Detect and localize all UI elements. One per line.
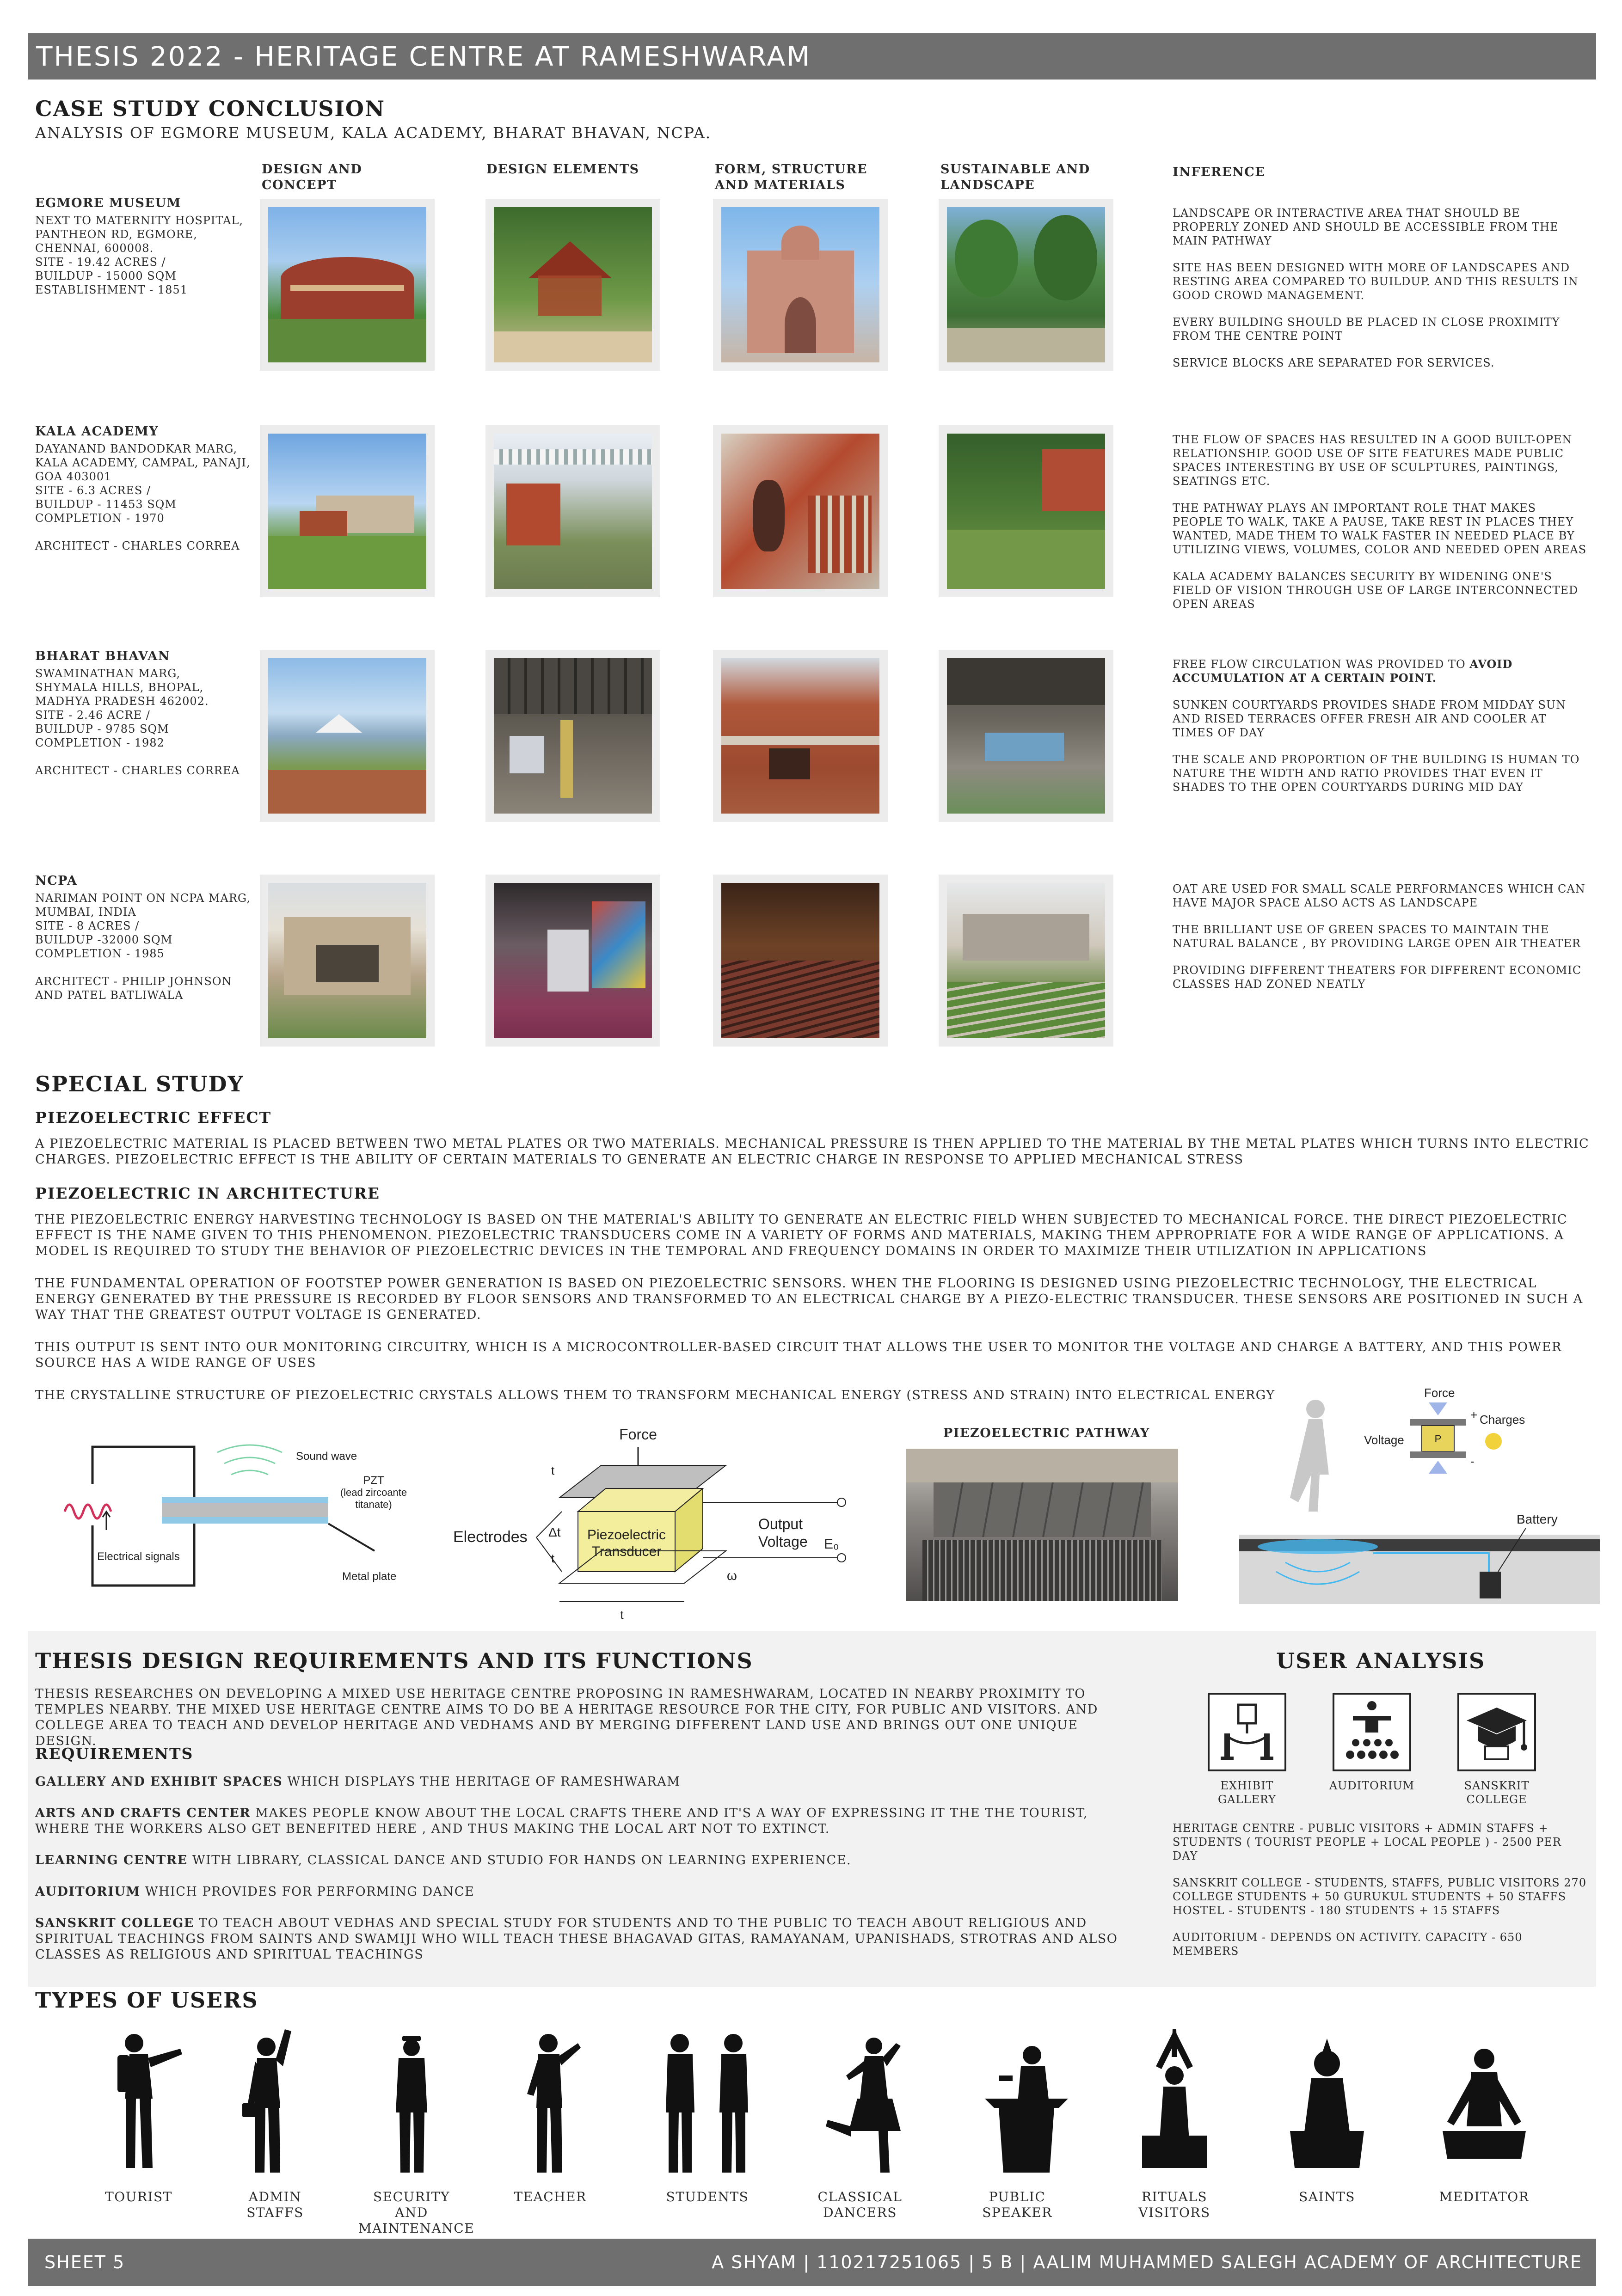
types-of-users-title: TYPES OF USERS	[35, 1988, 258, 2013]
photo-egmore-landscape	[939, 199, 1113, 371]
icon-label-sanskrit: SANSKRIT COLLEGE	[1464, 1779, 1530, 1806]
photo-kala-elements	[485, 425, 660, 597]
bottom-banner	[28, 2239, 1596, 2286]
admin-staff-icon	[231, 2025, 305, 2177]
photo-egmore-concept	[260, 199, 435, 371]
inference-ncpa	[1173, 882, 1589, 1004]
piezo-arch-para: THIS OUTPUT IS SENT INTO OUR MONITORING CIRCUITRY, WHICH IS A MICROCONTROLLER-BASED CIRCUIT THAT ALLOWS THE USER TO MONITOR THE VOLTAGE AND CHARGE A BATTERY, AND THIS POWER SOURCE HAS A WIDE RANGE OF USES	[35, 1340, 1562, 1370]
requirements-title: THESIS DESIGN REQUIREMENTS AND ITS FUNCTIONS	[35, 1648, 753, 1673]
teacher-icon	[513, 2025, 587, 2177]
label-t: t	[551, 1463, 555, 1477]
site-info-ncpa: NARIMAN POINT ON NCPA MARG, MUMBAI, INDIA SITE - 8 ACRES / BUILDUP -32000 SQM COMPLETION - 1985 ARCHITECT - PHILIP JOHNSON AND PATEL BATLIWALA	[35, 892, 251, 1002]
label-voltage: Voltage	[1364, 1433, 1404, 1447]
pathway-title: PIEZOELECTRIC PATHWAY	[943, 1426, 1150, 1440]
sheet-number: SHEET 5	[44, 2252, 125, 2272]
photo-bharat-form	[713, 650, 888, 822]
photo-kala-concept	[260, 425, 435, 597]
inference-text: EVERY BUILDING SHOULD BE PLACED IN CLOSE PROXIMITY FROM THE CENTRE POINT	[1173, 316, 1560, 343]
inference-text-first	[1173, 657, 1589, 685]
user-label-ritual: RITUALS VISITORS	[1138, 2189, 1210, 2220]
inference-text: OAT ARE USED FOR SMALL SCALE PERFORMANCES WHICH CAN HAVE MAJOR SPACE ALSO ACTS AS LANDSCAPE	[1173, 882, 1585, 909]
piezo-transducer-diagram	[444, 1419, 888, 1623]
photo-ncpa-form	[713, 875, 888, 1047]
user-label-students: STUDENTS	[666, 2189, 749, 2204]
label-pzt-material: titanate)	[355, 1499, 392, 1510]
photo-ncpa-elements	[485, 875, 660, 1047]
requirement-item	[35, 1884, 1136, 1900]
requirement-item	[35, 1806, 1136, 1837]
author-info: A SHYAM | 110217251065 | 5 B | AALIM MUHAMMED SALEGH ACADEMY OF ARCHITECTURE	[712, 2252, 1582, 2272]
photo-bharat-concept	[260, 650, 435, 822]
label-force: Force	[619, 1426, 657, 1443]
user-label-tourist: TOURIST	[105, 2189, 172, 2204]
col-head-sustainable: SUSTAINABLE AND LANDSCAPE	[940, 162, 1090, 192]
label-pzt: PZT	[363, 1474, 384, 1487]
photo-bharat-landscape	[939, 650, 1113, 822]
sound-wave-icon	[217, 1445, 282, 1452]
label-transducer: Piezoelectric	[587, 1527, 666, 1543]
requirement-name: SANSKRIT COLLEGE	[35, 1916, 194, 1930]
inference-text: LANDSCAPE OR INTERACTIVE AREA THAT SHOULD BE PROPERLY ZONED AND SHOULD BE ACCESSIBLE FROM THE MAIN PATHWAY	[1173, 207, 1559, 247]
piezo-effect-text: A PIEZOELECTRIC MATERIAL IS PLACED BETWEEN TWO METAL PLATES OR TWO MATERIALS. MECHANICAL PRESSURE IS THEN APPLIED TO THE MATERIAL BY THE METAL PLATES WHICH TURNS INTO ELECTRIC CHARGES. PIEZOELECTRIC EFFECT IS THE ABILITY OF CERTAIN MATERIALS TO GENERATE AN ELECTRIC CHARGE IN RESPONSE TO APPLIED MECHANICAL STRESS	[35, 1137, 1590, 1167]
requirement-desc: TO TEACH ABOUT VEDHAS AND SPECIAL STUDY FOR STUDENTS AND TO THE PUBLIC TO TEACH ABOUT RELIGIOUS AND SPIRITUAL TEACHINGS FROM SAINTS AND SWAMIJI WHO WILL TEACH THESE BHAGAVAD GITAS, RAMAYANAM, UPANISHADS, STROTRAS AND ALSO CLASSES AS RELIGIOUS AND SPIRITUAL TEACHINGS	[35, 1916, 1118, 1962]
user-label-saints: SAINTS	[1299, 2189, 1355, 2204]
case-study-subtitle: ANALYSIS OF EGMORE MUSEUM, KALA ACADEMY, BHARAT BHAVAN, NCPA.	[35, 124, 712, 142]
footstep-power-diagram	[1239, 1387, 1600, 1613]
inference-text: THE FLOW OF SPACES HAS RESULTED IN A GOOD BUILT-OPEN RELATIONSHIP. GOOD USE OF SITE FEATURES MADE PUBLIC SPACES INTERESTING BY USE OF SCULPTURES, PAINTINGS, SEATINGS ETC.	[1173, 433, 1573, 488]
metal-plate-top	[162, 1497, 328, 1503]
icon-label-auditorium: AUDITORIUM	[1329, 1779, 1415, 1792]
photo-bharat-elements	[485, 650, 660, 822]
pzt-layer	[162, 1503, 328, 1517]
label-transducer: Transducer	[591, 1544, 662, 1559]
photo-kala-form	[713, 425, 888, 597]
ritual-visitor-icon	[1137, 2025, 1211, 2177]
inference-text: SITE HAS BEEN DESIGNED WITH MORE OF LANDSCAPES AND RESTING AREA COMPARED TO BUILDUP. AND THIS RESULTS IN GOOD CROWD MANAGEMENT.	[1173, 261, 1579, 302]
label-output: Output	[758, 1516, 803, 1532]
col-head-inference: INFERENCE	[1173, 165, 1266, 179]
label-delta-t: Δt	[548, 1525, 561, 1539]
sound-wave-icon	[224, 1457, 275, 1463]
user-label-speaker: PUBLIC SPEAKER	[982, 2189, 1052, 2220]
user-label-dancers: CLASSICAL DANCERS	[817, 2189, 903, 2220]
inference-egmore	[1173, 206, 1589, 383]
inference-kala	[1173, 433, 1589, 624]
label-omega: ω	[727, 1568, 737, 1583]
label-plus: +	[1470, 1408, 1478, 1422]
label-electrical-signals: Electrical signals	[97, 1550, 180, 1563]
pathway-photo	[906, 1449, 1178, 1601]
force-arrow-icon	[1429, 1461, 1447, 1474]
col-head-design-elements: DESIGN ELEMENTS	[486, 162, 639, 177]
security-icon	[379, 2029, 444, 2177]
battery-icon	[1480, 1572, 1501, 1598]
user-label-security: SECURITY AND MAINTENANCE	[358, 2189, 475, 2236]
label-metal-plate: Metal plate	[342, 1570, 397, 1583]
case-study-title: CASE STUDY CONCLUSION	[35, 96, 386, 121]
user-label-meditator: MEDITATOR	[1439, 2189, 1530, 2204]
requirement-desc: WITH LIBRARY, CLASSICAL DANCE AND STUDIO FOR HANDS ON LEARNING EXPERIENCE.	[187, 1853, 852, 1867]
site-name-bharat: BHARAT BHAVAN	[35, 649, 170, 663]
site-info-bharat: SWAMINATHAN MARG, SHYMALA HILLS, BHOPAL, MADHYA PRADESH 462002. SITE - 2.46 ACRE / BUILDUP - 9785 SQM COMPLETION - 1982 ARCHITECT - CHARLES CORREA	[35, 667, 240, 777]
tourist-icon	[97, 2029, 190, 2177]
piezo-arch-para: THE CRYSTALLINE STRUCTURE OF PIEZOELECTRIC CRYSTALS ALLOWS THEM TO TRANSFORM MECHANICAL ENERGY (STRESS AND STRAIN) INTO ELECTRICAL ENERGY	[35, 1388, 1275, 1402]
inference-text: THE BRILLIANT USE OF GREEN SPACES TO MAINTAIN THE NATURAL BALANCE , BY PROVIDING LARGE OPEN AIR THEATER	[1173, 923, 1581, 950]
public-speaker-icon	[980, 2039, 1073, 2177]
site-info-egmore: NEXT TO MATERNITY HOSPITAL, PANTHEON RD, EGMORE, CHENNAI, 600008. SITE - 19.42 ACRES / BUILDUP - 15000 SQM ESTABLISHMENT - 1851	[35, 214, 243, 296]
sound-wave-icon	[231, 1470, 268, 1475]
inference-text: THE SCALE AND PROPORTION OF THE BUILDING IS HUMAN TO NATURE THE WIDTH AND RATIO PROVIDES THAT EVEN IT SHADES TO THE OPEN COURTYARDS DURING MID DAY	[1173, 753, 1580, 794]
requirements-subtitle: REQUIREMENTS	[35, 1745, 194, 1763]
terminal-icon	[837, 1498, 846, 1506]
site-info-kala: DAYANAND BANDODKAR MARG, KALA ACADEMY, CAMPAL, PANAJI, GOA 403001 SITE - 6.3 ACRES / BUILDUP - 11453 SQM COMPLETION - 1970 ARCHITECT - CHARLES CORREA	[35, 442, 251, 552]
terminal-icon	[837, 1554, 846, 1562]
tiles	[934, 1482, 1151, 1537]
students-icon	[647, 2025, 768, 2177]
piezo-sensor-diagram	[51, 1433, 421, 1609]
label-minus: -	[1470, 1454, 1475, 1468]
label-e0: E₀	[824, 1537, 839, 1552]
user-note: SANSKRIT COLLEGE - STUDENTS, STAFFS, PUBLIC VISITORS 270 COLLEGE STUDENTS + 50 GURUKUL STUDENTS + 50 STAFFS HOSTEL - STUDENTS - 180 STUDENTS + 15 STAFFS	[1173, 1876, 1587, 1917]
thesis-title: THESIS 2022 - HERITAGE CENTRE AT RAMESHWARAM	[36, 41, 811, 72]
piezo-arch-para: THE PIEZOELECTRIC ENERGY HARVESTING TECHNOLOGY IS BASED ON THE MATERIAL'S ABILITY TO GENERATE AN ELECTRIC FIELD WHEN SUBJECTED TO MECHANICAL FORCE. THE DIRECT PIEZOELECTRIC EFFECT IS THE NAME GIVEN TO THIS PHENOMENON. PIEZOELECTRIC TRANSDUCERS COME IN A VARIETY OF FORMS AND MATERIALS, MAKING THEM APPROPRIATE FOR A WIDE RANGE OF APPLICATIONS. A MODEL IS REQUIRED TO STUDY THE BEHAVIOR OF PIEZOELECTRIC DEVICES IN THE TEMPORAL AND FREQUENCY DOMAINS IN ORDER TO MAXIMIZE THEIR UTILIZATION IN APPLICATIONS	[35, 1212, 1567, 1258]
requirement-desc: WHICH DISPLAYS THE HERITAGE OF RAMESHWARAM	[283, 1775, 681, 1789]
inference-text: THE PATHWAY PLAYS AN IMPORTANT ROLE THAT MAKES PEOPLE TO WALK, TAKE A PAUSE, TAKE REST IN PLACES THEY WANTED, MADE THEM TO WALK FASTER IN NEEDED PLACE BY UTILIZING VIEWS, VOLUMES, COLOR AND NEEDED OPEN AREAS	[1173, 502, 1587, 556]
photo-kala-landscape	[939, 425, 1113, 597]
requirement-name: ARTS AND CRAFTS CENTER	[35, 1806, 251, 1820]
label-voltage: Voltage	[758, 1533, 808, 1550]
force-arrow-icon	[1429, 1402, 1447, 1415]
label-pzt-material: (lead zircoante	[340, 1487, 407, 1498]
piezo-effect-title: PIEZOELECTRIC EFFECT	[35, 1108, 272, 1127]
label-t: t	[551, 1551, 555, 1565]
requirement-desc: MAKES PEOPLE KNOW ABOUT THE LOCAL CRAFTS THERE AND IT'S A WAY OF EXPRESSING IT THE THE TOURIST, WHERE THE WORKERS ALSO GET BENEFITED HERE , AND THUS MAKING THE LOCAL ART NOT TO EXTINCT.	[35, 1806, 1088, 1836]
requirement-name: AUDITORIUM	[35, 1885, 141, 1899]
grid-tray	[922, 1540, 1161, 1601]
leader-line	[328, 1524, 375, 1551]
requirement-name: LEARNING CENTRE	[35, 1853, 188, 1867]
requirements-intro: THESIS RESEARCHES ON DEVELOPING A MIXED USE HERITAGE CENTRE PROPOSING IN RAMESHWARAM, LOCATED IN NEARBY PROXIMITY TO TEMPLES NEARBY. THE MIXED USE HERITAGE CENTRE AIMS TO DO BE A HERITAGE RESOURCE FOR THE CITY, FOR PUBLIC AND VISITORS. AND COLLEGE AREA TO TEACH AND DEVELOP HERITAGE AND VEDHAMS AND BY MERGING DIFFERENT LAND USE AND BRINGS OUT ONE UNIQUE DESIGN.	[35, 1687, 1098, 1748]
label-force: Force	[1424, 1387, 1455, 1400]
photo-backdrop	[906, 1449, 1178, 1482]
requirement-item	[35, 1853, 1136, 1868]
site-name-kala: KALA ACADEMY	[35, 424, 159, 439]
user-label-teacher: TEACHER	[514, 2189, 587, 2204]
plate-bottom	[1410, 1451, 1466, 1458]
photo-egmore-form	[713, 199, 888, 371]
label-sound-wave: Sound wave	[296, 1450, 357, 1463]
user-note: HERITAGE CENTRE - PUBLIC VISITORS + ADMIN STAFFS + STUDENTS ( TOURIST PEOPLE + LOCAL PEOPLE ) - 2500 PER DAY	[1173, 1822, 1561, 1862]
special-study-title: SPECIAL STUDY	[35, 1071, 244, 1096]
inference-bold: AVOID ACCUMULATION AT A CERTAIN POINT.	[1173, 657, 1513, 685]
photo-ncpa-landscape	[939, 875, 1113, 1047]
requirement-item	[35, 1916, 1136, 1963]
sensor-glow-icon	[1258, 1539, 1378, 1554]
user-label-admin: ADMIN STAFFS	[246, 2189, 304, 2220]
bulb-icon	[1485, 1433, 1502, 1450]
requirement-item	[35, 1774, 1136, 1790]
auditorium-icon	[1333, 1693, 1411, 1771]
top-banner	[28, 33, 1596, 80]
exhibit-gallery-icon	[1208, 1693, 1286, 1771]
plate-top	[1410, 1419, 1466, 1426]
meditator-icon	[1433, 2043, 1535, 2177]
col-head-form-structure: FORM, STRUCTURE AND MATERIALS	[715, 162, 868, 192]
sanskrit-college-icon	[1457, 1693, 1536, 1771]
person-head-icon	[1306, 1400, 1325, 1418]
inference-text: SERVICE BLOCKS ARE SEPARATED FOR SERVICES.	[1173, 356, 1495, 369]
inference-text: KALA ACADEMY BALANCES SECURITY BY WIDENING ONE'S FIELD OF VISION THROUGH USE OF LARGE INTERCONNECTED OPEN AREAS	[1173, 570, 1579, 611]
user-note: AUDITORIUM - DEPENDS ON ACTIVITY. CAPACITY - 650 MEMBERS	[1173, 1931, 1523, 1958]
leader-line	[536, 1537, 562, 1572]
label-electrodes: Electrodes	[453, 1528, 528, 1546]
walking-person-icon	[1290, 1419, 1329, 1512]
inference-text: PROVIDING DIFFERENT THEATERS FOR DIFFERENT ECONOMIC CLASSES HAD ZONED NEATLY	[1173, 964, 1582, 991]
requirement-name: GALLERY AND EXHIBIT SPACES	[35, 1775, 283, 1789]
photo-ncpa-concept	[260, 875, 435, 1047]
inference-bharat	[1173, 657, 1589, 807]
metal-plate-bottom	[162, 1517, 328, 1524]
saint-icon	[1285, 2034, 1369, 2177]
inference-plain: FREE FLOW CIRCULATION WAS PROVIDED TO	[1173, 658, 1470, 671]
col-head-design-concept: DESIGN AND CONCEPT	[262, 162, 362, 192]
requirements-list	[35, 1774, 1136, 1978]
classical-dancer-icon	[818, 2029, 920, 2177]
label-p: P	[1434, 1433, 1442, 1445]
label-t-bottom: t	[620, 1608, 624, 1622]
label-battery: Battery	[1517, 1512, 1558, 1526]
user-analysis-title: USER ANALYSIS	[1276, 1648, 1486, 1673]
icon-label-exhibit: EXHIBIT GALLERY	[1217, 1779, 1277, 1806]
site-name-ncpa: NCPA	[35, 874, 78, 888]
inference-text: SUNKEN COURTYARDS PROVIDES SHADE FROM MIDDAY SUN AND RISED TERRACES OFFER FRESH AIR AND COOLER AT TIMES OF DAY	[1173, 698, 1567, 739]
piezo-arch-para: THE FUNDAMENTAL OPERATION OF FOOTSTEP POWER GENERATION IS BASED ON PIEZOELECTRIC SENSORS. WHEN THE FLOORING IS DESIGNED USING PIEZOELECTRIC TECHNOLOGY, THE ELECTRICAL ENERGY GENERATED BY THE PRESSURE IS RECORDED BY FLOOR SENSORS AND TRANSFORMED TO AN ELECTRICAL CHARGE BY A PIEZO-ELECTRIC TRANSDUCER. THESE SENSORS ARE POSITIONED IN SUCH A WAY THAT THE GREATEST OUTPUT VOLTAGE IS GENERATED.	[35, 1276, 1583, 1322]
requirement-desc: WHICH PROVIDES FOR PERFORMING DANCE	[140, 1885, 475, 1899]
label-charges: Charges	[1480, 1413, 1525, 1427]
photo-egmore-elements	[485, 199, 660, 371]
piezo-arch-title: PIEZOELECTRIC IN ARCHITECTURE	[35, 1184, 381, 1202]
site-name-egmore: EGMORE MUSEUM	[35, 196, 181, 210]
user-analysis-notes	[1173, 1821, 1589, 1971]
